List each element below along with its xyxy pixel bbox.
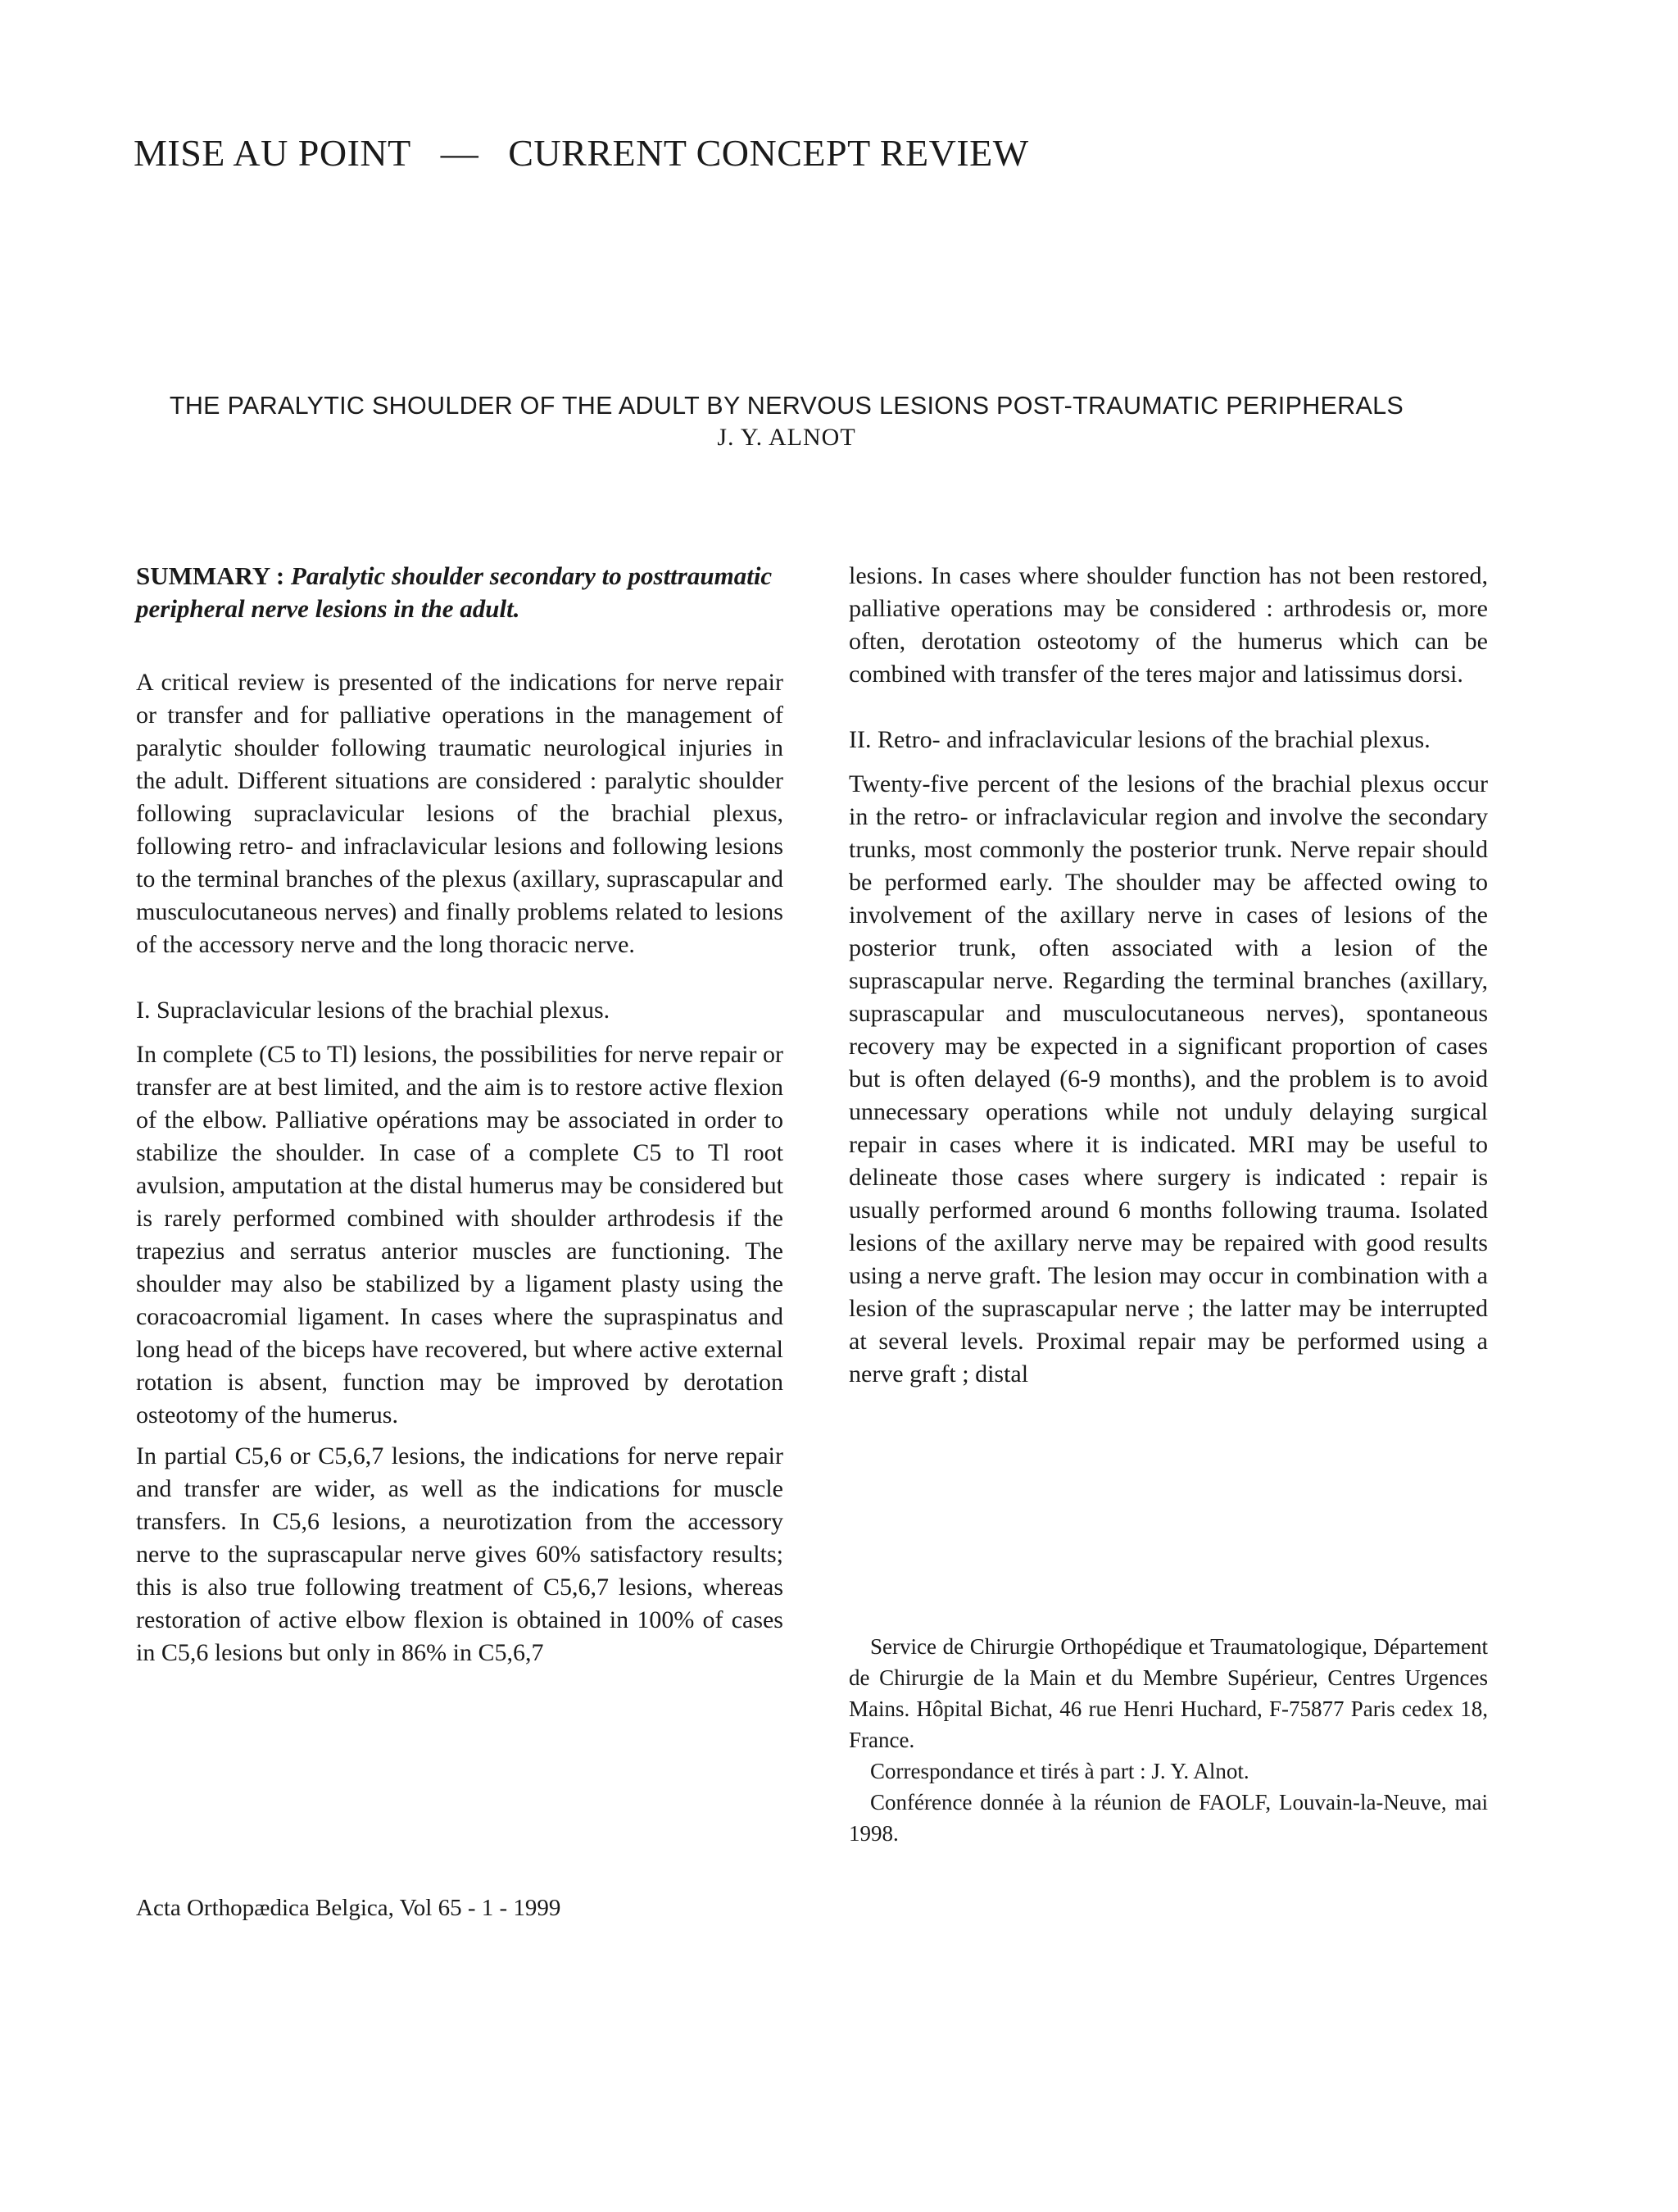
abstract-paragraph: A critical review is presented of the indications for nerve repair or transfer and for palliative operations in the management of paralytic shoulder following traumatic neurological injuries in the adult. Different situations are considered : paralytic shoulder following supraclavicular lesions of the brachial plexus, following retro- and infraclavicular lesions and following lesions to the terminal branches of the plexus (axillary, suprascapular and musculocutaneous nerves) and finally problems related to lesions of the accessory nerve and the long thoracic nerve. [136,669,783,958]
section-heading-2: II. Retro- and infraclavicular lesions of the brachial plexus. [849,726,1431,753]
summary [136,560,783,625]
header-right: CURRENT CONCEPT REVIEW [508,132,1029,174]
article-author: J. Y. ALNOT [717,424,856,451]
section1-paragraph-2: In partial C5,6 or C5,6,7 lesions, the indications for nerve repair and transfer are wider, as well as the indications for muscle transfers. In C5,6 lesions, a neurotization from the accessory nerve to the suprascapular nerve gives 60% satisfactory results; this is also true following treatment of C5,6,7 lesions, whereas restoration of active elbow flexion is obtained in 100% of cases in C5,6 lesions but only in 86% in C5,6,7 [136,1442,783,1666]
section-heading-1: I. Supraclavicular lesions of the brachial plexus. [136,997,610,1024]
summary-text: Paralytic shoulder secondary to posttraumatic peripheral nerve lesions in the adult. [136,561,773,623]
correspondence-line: Correspondance et tirés à part : J. Y. Alnot. [870,1759,1249,1783]
article-title: THE PARALYTIC SHOULDER OF THE ADULT BY NERVOUS LESIONS POST-TRAUMATIC PERIPHERALS [169,392,1404,420]
conference-line: Conférence donnée à la réunion de FAOLF, Louvain-la-Neuve, mai 1998. [849,1790,1488,1846]
continuation-paragraph: lesions. In cases where shoulder function has not been restored, palliative operations may be considered : arthrodesis or, more often, derotation osteotomy of the humerus which can be combined with transfer of the teres major and latissimus dorsi. [849,562,1488,688]
header-left: MISE AU POINT [134,132,411,174]
section1-paragraph-1: In complete (C5 to Tl) lesions, the possibilities for nerve repair or transfer are at best limited, and the aim is to restore active flexion of the elbow. Palliative opérations may be associated in order to stabilize the shoulder. In case of a complete C5 to Tl root avulsion, amputation at the distal humerus may be considered but is rarely performed combined with shoulder arthrodesis if the trapezius and serratus anterior muscles are functioning. The shoulder may also be stabilized by a ligament plasty using the coracoacromial ligament. In cases where the supraspinatus and long head of the biceps have recovered, but where active external rotation is absent, function may be improved by derotation osteotomy of the humerus. [136,1041,783,1428]
running-header [134,131,1029,175]
summary-label: SUMMARY : [136,561,285,590]
journal-footer: Acta Orthopædica Belgica, Vol 65 - 1 - 1999 [136,1895,561,1921]
affiliation-footnote [849,1631,1488,1849]
right-column [849,560,1488,1399]
title-block [82,392,1491,452]
left-column [136,560,783,1678]
header-separator: — [440,132,479,174]
section2-paragraph-1: Twenty-five percent of the lesions of the brachial plexus occur in the retro- or infraclavicular region and involve the secondary trunks, most commonly the posterior trunk. Nerve repair should be performed early. The shoulder may be affected owing to involvement of the axillary nerve in cases of lesions of the posterior trunk, often associated with a lesion of the suprascapular nerve. Regarding the terminal branches (axillary, suprascapular and musculocutaneous nerves), spontaneous recovery may be expected in a significant proportion of cases but is often delayed (6-9 months), and the problem is to avoid unnecessary operations while not unduly delaying surgical repair in cases where it is indicated. MRI may be useful to delineate those cases where surgery is indicated : repair is usually performed around 6 months following trauma. Isolated lesions of the axillary nerve may be repaired with good results using a nerve graft. The lesion may occur in combination with a lesion of the suprascapular nerve ; the latter may be interrupted at several levels. Proximal repair may be performed using a nerve graft ; distal [849,770,1488,1388]
affiliation-line: Service de Chirurgie Orthopédique et Traumatologique, Département de Chirurgie de la Main et du Membre Supérieur, Centres Urgences Mains. Hôpital Bichat, 46 rue Henri Huchard, F-75877 Paris cedex 18, France. [849,1634,1488,1752]
